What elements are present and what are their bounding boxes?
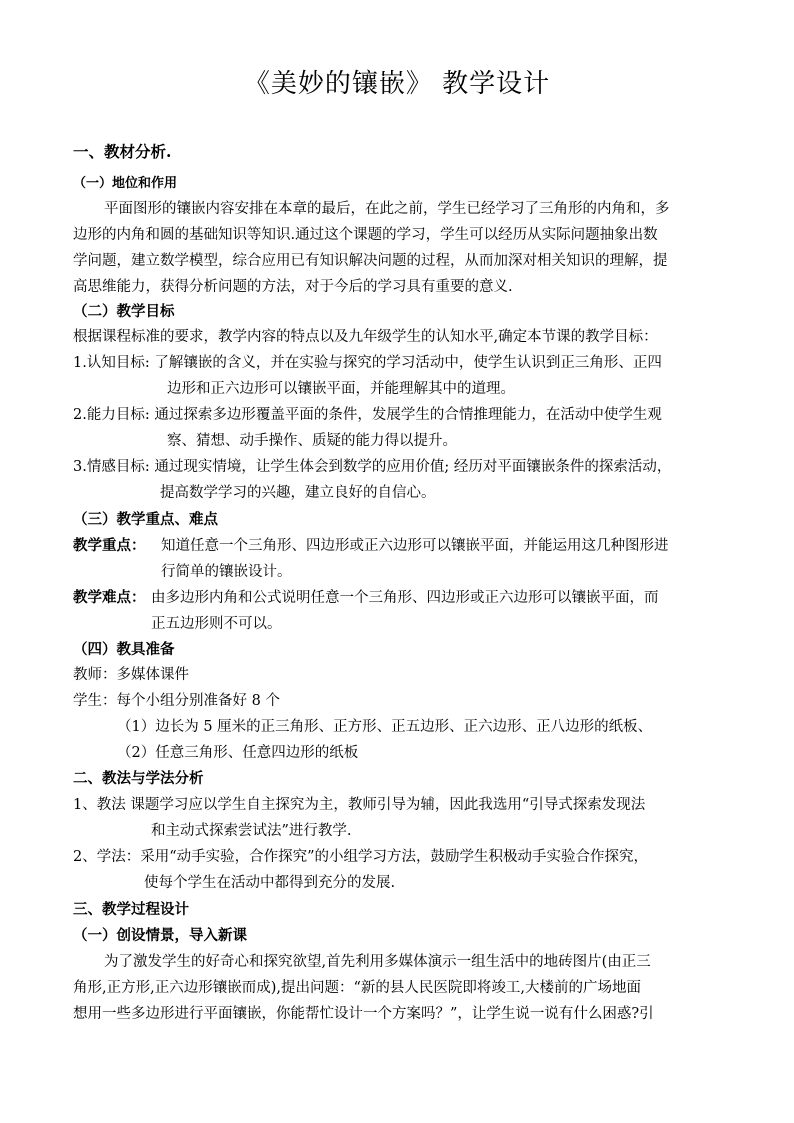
goal-3-line: 3.情感目标: 通过现实情境，让学生体会到数学的应用价值; 经历对平面镶嵌条件的探索活动， (73, 459, 672, 475)
section-2-heading: 二、教法与学法分析 (73, 770, 204, 787)
method-2-line: 2、学法：采用“动手实验，合作探究”的小组学习方法，鼓励学生积极动手实验合作探究， (73, 849, 649, 865)
subsection-1-1-heading: （一）地位和作用 (73, 176, 178, 191)
goal-1-line: 1.认知目标: 了解镶嵌的含义，并在实验与探究的学习活动中，使学生认识到正三角形、正四 (73, 355, 662, 371)
teacher-tools: 教师：多媒体课件 (73, 667, 189, 683)
subsection-1-4-heading: （四）教具准备 (73, 641, 175, 658)
paragraph-line: 角形,正方形,正六边形镶嵌而成),提出问题：“新的县人民医院即将竣工,大楼前的广场地面 (73, 980, 642, 996)
paragraph-line: 高思维能力，获得分析问题的方法，对于今后的学习具有重要的意义. (73, 279, 513, 295)
key-points-text: 行简单的镶嵌设计。 (161, 564, 292, 580)
subsection-1-2-heading: （二）教学目标 (73, 303, 175, 320)
subsection-1-3-heading: （三）教学重点、难点 (73, 511, 218, 528)
goal-3-line: 提高数学学习的兴趣，建立良好的自信心。 (160, 485, 436, 501)
key-points-label: 教学重点： (73, 537, 146, 554)
paragraph-line: 平面图形的镶嵌内容安排在本章的最后，在此之前，学生已经学习了三角形的内角和，多 (104, 201, 670, 217)
paragraph-line: 边形的内角和圆的基础知识等知识.通过这个课题的学习，学生可以经历从实际问题抽象出数 (73, 227, 658, 243)
tool-item: （2）任意三角形、任意四边形的纸板 (117, 745, 359, 761)
goals-intro: 根据课程标准的要求，教学内容的特点以及九年级学生的认知水平,确定本节课的教学目标： (73, 329, 658, 345)
goal-1-line: 边形和正六边形可以镶嵌平面，并能理解其中的道理。 (167, 381, 515, 397)
key-points-text: 知道任意一个三角形、四边形或正六边形可以镶嵌平面，并能运用这几种图形进 (161, 538, 669, 554)
section-1-heading: 一、教材分析. (73, 142, 172, 161)
goal-2-line: 2.能力目标: 通过探索多边形覆盖平面的条件，发展学生的合情推理能力，在活动中使学生观 (73, 407, 662, 423)
difficulty-text: 正五边形则不可以。 (151, 616, 282, 632)
method-2-line: 使每个学生在活动中都得到充分的发展. (144, 875, 396, 891)
subsection-3-1-heading: （一）创设情景，导入新课 (73, 927, 247, 944)
document-title: 《美妙的镶嵌》 教学设计 (243, 69, 551, 99)
section-3-heading: 三、教学过程设计 (73, 901, 189, 918)
goal-2-line: 察、猜想、动手操作、质疑的能力得以提升。 (167, 433, 457, 449)
difficulty-label: 教学难点： (73, 589, 146, 606)
paragraph-line: 学问题，建立数学模型，综合应用已有知识解决问题的过程，从而加深对相关知识的理解，提 (73, 253, 668, 269)
student-tools: 学生：每个小组分别准备好 8 个 (73, 693, 280, 709)
paragraph-line: 想用一些多边形进行平面镶嵌，你能帮忙设计一个方案吗？”，让学生说一说有什么困惑?引 (73, 1006, 654, 1022)
tool-item: （1）边长为 5 厘米的正三角形、正方形、正五边形、正六边形、正八边形的纸板、 (117, 719, 653, 735)
difficulty-text: 由多边形内角和公式说明任意一个三角形、四边形或正六边形可以镶嵌平面，而 (151, 590, 659, 606)
paragraph-line: 为了激发学生的好奇心和探究欲望,首先利用多媒体演示一组生活中的地砖图片(由正三 (104, 954, 651, 970)
method-1-line: 和主动式探索尝试法”进行教学. (151, 823, 352, 839)
method-1-line: 1、教法 课题学习应以学生自主探究为主，教师引导为辅，因此我选用“引导式探索发现法 (73, 797, 646, 813)
